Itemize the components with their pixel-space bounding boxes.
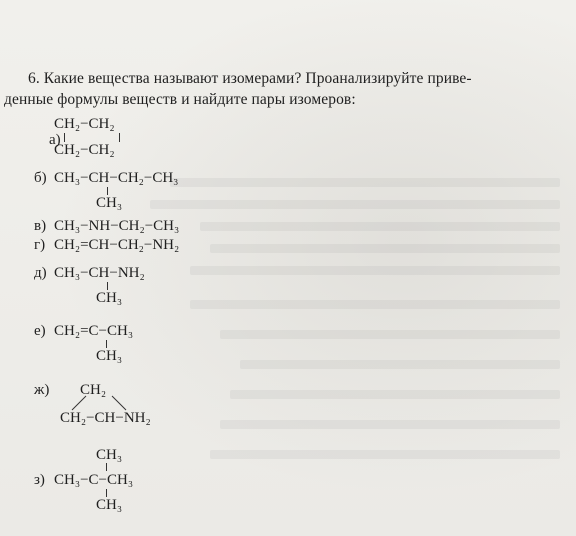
bond-line (106, 463, 107, 471)
formula-zh-top: CH₂ (80, 382, 107, 398)
show-through-text (240, 360, 560, 369)
formula-b-label: б) (34, 170, 47, 186)
formula-d-sub: CH₃ (96, 290, 123, 306)
show-through-text (220, 420, 560, 429)
question-line-2: денные формулы веществ и найдите пары изомеров: (4, 91, 356, 108)
formula-z-top: CH₃ (96, 447, 123, 463)
show-through-text (170, 178, 560, 187)
show-through-text (210, 244, 560, 253)
formula-a-top: CH₂−CH₂ (54, 116, 115, 132)
formula-zh-label: ж) (34, 382, 50, 398)
formula-e-sub: CH₃ (96, 348, 123, 364)
formula-e-label: е) (34, 323, 46, 339)
formula-d-main: CH₃−CH−NH₂ (54, 265, 145, 281)
bond-line (64, 133, 65, 142)
bond-line (106, 489, 107, 497)
formula-zh-main: CH₂−CH−NH₂ (60, 410, 151, 426)
formula-label: а) (49, 132, 61, 148)
formula-b-sub: CH₃ (96, 195, 123, 211)
bond-line (119, 133, 120, 142)
show-through-text (200, 222, 560, 231)
show-through-text (190, 266, 560, 275)
show-through-text (210, 450, 560, 459)
bond-line (107, 282, 108, 290)
formula-g-main: CH₂=CH−CH₂−NH₂ (54, 237, 180, 253)
bond-line (106, 340, 107, 348)
formula-g-label: г) (34, 237, 46, 253)
show-through-text (190, 300, 560, 309)
formula-z-main: CH₃−C−CH₃ (54, 472, 134, 488)
show-through-text (150, 200, 560, 209)
question-line-1: 6. Какие вещества называют изомерами? Проанализируйте приве- (28, 70, 472, 87)
formula-a-bottom: CH₂−CH₂ (54, 142, 115, 158)
formula-v-main: CH₃−NH−CH₂−CH₃ (54, 218, 180, 234)
formula-e-main: CH₂=C−CH₃ (54, 323, 134, 339)
formula-d-label: д) (34, 265, 47, 281)
question-text (4, 68, 564, 110)
formula-v-label: в) (34, 218, 47, 234)
formula-z-sub: CH₃ (96, 497, 123, 513)
formula-b-main: CH₃−CH−CH₂−CH₃ (54, 170, 179, 186)
bond-line (107, 187, 108, 195)
formula-z-label: з) (34, 472, 45, 488)
show-through-text (230, 390, 560, 399)
show-through-text (220, 330, 560, 339)
